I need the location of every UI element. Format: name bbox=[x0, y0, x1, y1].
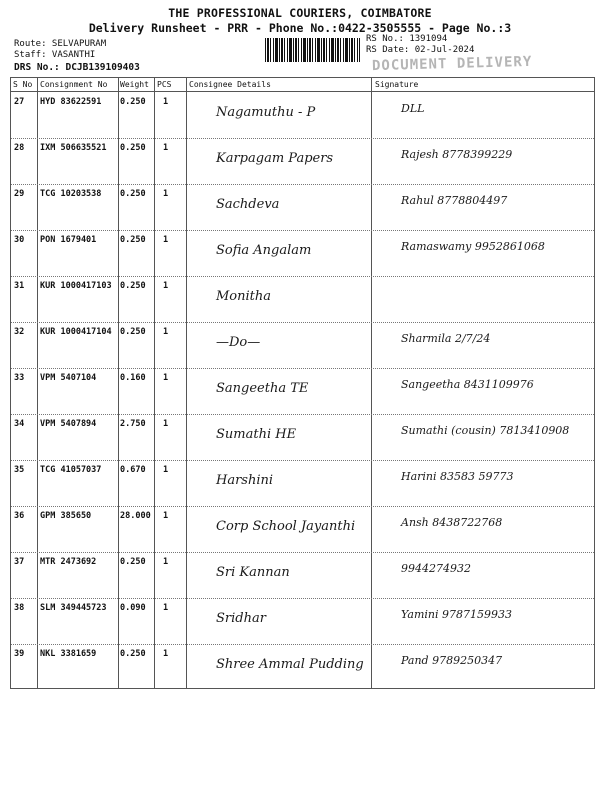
signature-handwriting: Sharmila 2/7/24 bbox=[401, 332, 491, 345]
cell-pcs: 1 bbox=[163, 557, 169, 567]
cell-weight: 0.250 bbox=[120, 97, 146, 107]
cell-pcs: 1 bbox=[163, 465, 169, 475]
signature-handwriting: DLL bbox=[401, 102, 425, 115]
cell-sno: 32 bbox=[14, 327, 25, 337]
cell-weight: 0.670 bbox=[120, 465, 146, 475]
cell-consignment: TCG 41057037 bbox=[40, 465, 102, 475]
consignee-handwriting: Harshini bbox=[216, 473, 274, 488]
runsheet-table bbox=[10, 77, 595, 689]
consignee-handwriting: Sumathi HE bbox=[216, 427, 297, 442]
signature-handwriting: Yamini 9787159933 bbox=[401, 608, 512, 621]
route-label: Route: SELVAPURAM bbox=[14, 39, 107, 49]
table-row bbox=[11, 322, 594, 368]
cell-consignment: VPM 5407894 bbox=[40, 419, 97, 429]
consignee-handwriting: Sachdeva bbox=[216, 197, 280, 212]
consignee-handwriting: Corp School Jayanthi bbox=[216, 519, 356, 534]
cell-pcs: 1 bbox=[163, 97, 169, 107]
cell-sno: 30 bbox=[14, 235, 25, 245]
table-row bbox=[11, 506, 594, 552]
company-title: THE PROFESSIONAL COURIERS, COIMBATORE bbox=[168, 6, 432, 20]
cell-pcs: 1 bbox=[163, 189, 169, 199]
cell-consignment: HYD 83622591 bbox=[40, 97, 102, 107]
cell-sno: 34 bbox=[14, 419, 25, 429]
runsheet-title: Delivery Runsheet - PRR - Phone No.:0422-3505555 - Page No.:3 bbox=[88, 21, 512, 35]
cell-sno: 36 bbox=[14, 511, 25, 521]
consignee-handwriting: Sangeetha TE bbox=[216, 381, 309, 396]
cell-weight: 0.090 bbox=[120, 603, 146, 613]
table-row bbox=[11, 230, 594, 276]
signature-handwriting: 9944274932 bbox=[401, 562, 471, 575]
cell-weight: 0.250 bbox=[120, 649, 146, 659]
table-row bbox=[11, 92, 594, 138]
consignee-handwriting: Nagamuthu - P bbox=[216, 105, 316, 120]
col-header-consignment: Consignment No bbox=[40, 80, 108, 89]
cell-pcs: 1 bbox=[163, 373, 169, 383]
cell-sno: 35 bbox=[14, 465, 25, 475]
cell-weight: 0.250 bbox=[120, 281, 146, 291]
cell-pcs: 1 bbox=[163, 511, 169, 521]
cell-consignment: KUR 1000417104 bbox=[40, 327, 112, 337]
table-row bbox=[11, 460, 594, 506]
cell-consignment: IXM 506635521 bbox=[40, 143, 107, 153]
cell-weight: 0.250 bbox=[120, 557, 146, 567]
cell-weight: 0.250 bbox=[120, 189, 146, 199]
cell-consignment: NKL 3381659 bbox=[40, 649, 97, 659]
table-row bbox=[11, 138, 594, 184]
cell-sno: 29 bbox=[14, 189, 25, 199]
consignee-handwriting: Monitha bbox=[216, 289, 272, 304]
cell-weight: 0.160 bbox=[120, 373, 146, 383]
cell-weight: 2.750 bbox=[120, 419, 146, 429]
rs-date: RS Date: 02-Jul-2024 bbox=[366, 45, 475, 55]
consignee-handwriting: Sridhar bbox=[216, 611, 266, 626]
consignee-handwriting: Shree Ammal Pudding bbox=[216, 657, 364, 672]
cell-sno: 28 bbox=[14, 143, 25, 153]
cell-pcs: 1 bbox=[163, 143, 169, 153]
document-delivery-stamp: DOCUMENT DELIVERY bbox=[371, 53, 533, 75]
table-row bbox=[11, 598, 594, 644]
barcode bbox=[265, 38, 360, 62]
cell-sno: 39 bbox=[14, 649, 25, 659]
cell-consignment: SLM 349445723 bbox=[40, 603, 107, 613]
cell-consignment: KUR 1000417103 bbox=[40, 281, 112, 291]
signature-handwriting: Rajesh 8778399229 bbox=[401, 148, 513, 161]
table-row bbox=[11, 552, 594, 598]
consignee-handwriting: —Do— bbox=[216, 335, 261, 350]
table-row bbox=[11, 276, 594, 322]
table-row bbox=[11, 184, 594, 230]
signature-handwriting: Sangeetha 8431109976 bbox=[401, 378, 534, 391]
cell-consignment: GPM 385650 bbox=[40, 511, 92, 521]
cell-pcs: 1 bbox=[163, 235, 169, 245]
col-header-consignee: Consignee Details bbox=[189, 80, 271, 89]
rs-number: RS No.: 1391094 bbox=[366, 34, 448, 44]
staff-label: Staff: VASANTHI bbox=[14, 50, 96, 60]
cell-consignment: TCG 10203538 bbox=[40, 189, 102, 199]
signature-handwriting: Harini 83583 59773 bbox=[401, 470, 514, 483]
consignee-handwriting: Sri Kannan bbox=[216, 565, 290, 580]
cell-weight: 0.250 bbox=[120, 143, 146, 153]
drs-number: DRS No.: DCJB139109403 bbox=[14, 62, 140, 73]
cell-weight: 0.250 bbox=[120, 235, 146, 245]
cell-pcs: 1 bbox=[163, 419, 169, 429]
cell-pcs: 1 bbox=[163, 281, 169, 291]
signature-handwriting: Pand 9789250347 bbox=[401, 654, 503, 667]
signature-handwriting: Sumathi (cousin) 7813410908 bbox=[401, 424, 570, 437]
cell-consignment: PON 1679401 bbox=[40, 235, 97, 245]
signature-handwriting: Ramaswamy 9952861068 bbox=[401, 240, 545, 253]
table-row bbox=[11, 644, 594, 690]
cell-pcs: 1 bbox=[163, 603, 169, 613]
cell-sno: 27 bbox=[14, 97, 25, 107]
cell-consignment: VPM 5407104 bbox=[40, 373, 97, 383]
consignee-handwriting: Sofia Angalam bbox=[216, 243, 312, 258]
signature-handwriting: Rahul 8778804497 bbox=[401, 194, 508, 207]
cell-sno: 37 bbox=[14, 557, 25, 567]
cell-pcs: 1 bbox=[163, 649, 169, 659]
cell-sno: 31 bbox=[14, 281, 25, 291]
cell-sno: 38 bbox=[14, 603, 25, 613]
cell-consignment: MTR 2473692 bbox=[40, 557, 97, 567]
cell-pcs: 1 bbox=[163, 327, 169, 337]
col-header-pcs: PCS bbox=[157, 80, 172, 89]
cell-weight: 0.250 bbox=[120, 327, 146, 337]
col-header-weight: Weight bbox=[120, 80, 149, 89]
cell-weight: 28.000 bbox=[120, 511, 151, 521]
col-header-sno: S No bbox=[13, 80, 33, 89]
table-row bbox=[11, 368, 594, 414]
cell-sno: 33 bbox=[14, 373, 25, 383]
consignee-handwriting: Karpagam Papers bbox=[216, 151, 334, 166]
table-row bbox=[11, 414, 594, 460]
col-header-signature: Signature bbox=[375, 80, 419, 89]
signature-handwriting: Ansh 8438722768 bbox=[401, 516, 503, 529]
